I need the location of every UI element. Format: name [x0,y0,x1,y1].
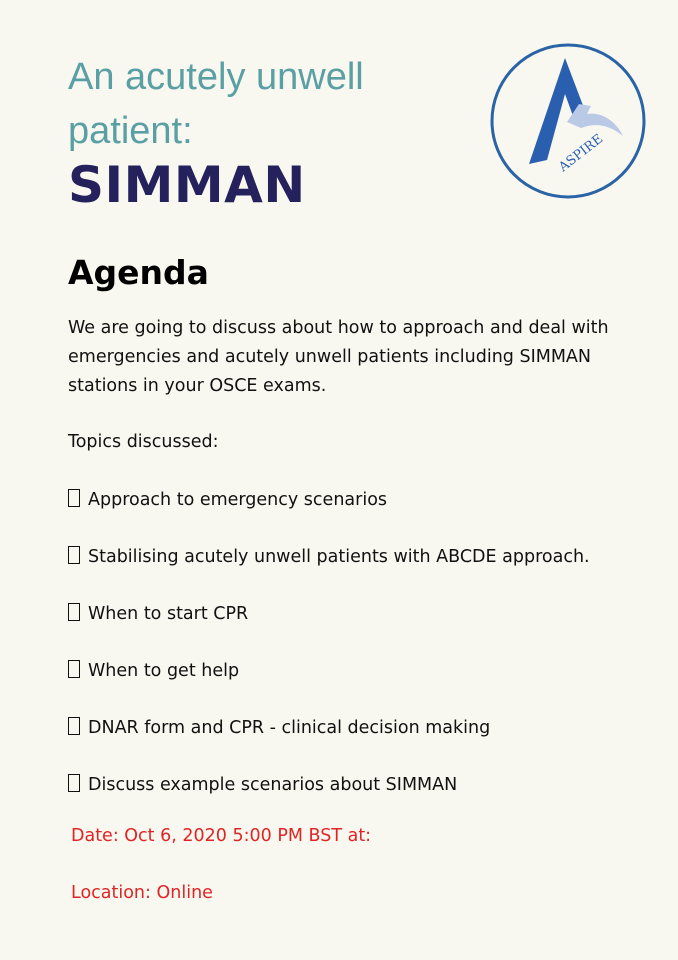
topic-text: When to get help [88,661,240,681]
list-item [68,488,387,512]
topic-text: When to start CPR [88,604,249,624]
bullet-box-icon [68,546,80,564]
topic-text: DNAR form and CPR - clinical decision making [88,718,491,738]
event-date: Date: Oct 6, 2020 5:00 PM BST at: [71,826,372,846]
title-line-1: An acutely unwell [68,56,364,98]
bullet-box-icon [68,774,80,792]
list-item [68,773,457,797]
list-item [68,659,239,683]
title-line-2: patient: [68,110,193,152]
agenda-heading: Agenda [68,253,209,292]
list-item [68,716,490,740]
list-item [68,602,248,626]
list-item [68,545,590,569]
agenda-intro: We are going to discuss about how to approach and deal with emergencies and acutely unwell patients including SIMMAN stations in your OSCE exams. [68,318,609,396]
topics-label: Topics discussed: [68,432,219,452]
bullet-box-icon [68,489,80,507]
aspire-logo [489,42,647,200]
page-title: SIMMAN [68,156,306,214]
bullet-box-icon [68,603,80,621]
bullet-box-icon [68,660,80,678]
bullet-box-icon [68,717,80,735]
topic-text: Stabilising acutely unwell patients with ABCDE approach. [88,547,590,567]
logo-wordmark: ASPIRE [556,131,607,176]
topic-text: Approach to emergency scenarios [88,490,388,510]
event-location: Location: Online [71,883,213,903]
topic-text: Discuss example scenarios about SIMMAN [88,775,458,795]
